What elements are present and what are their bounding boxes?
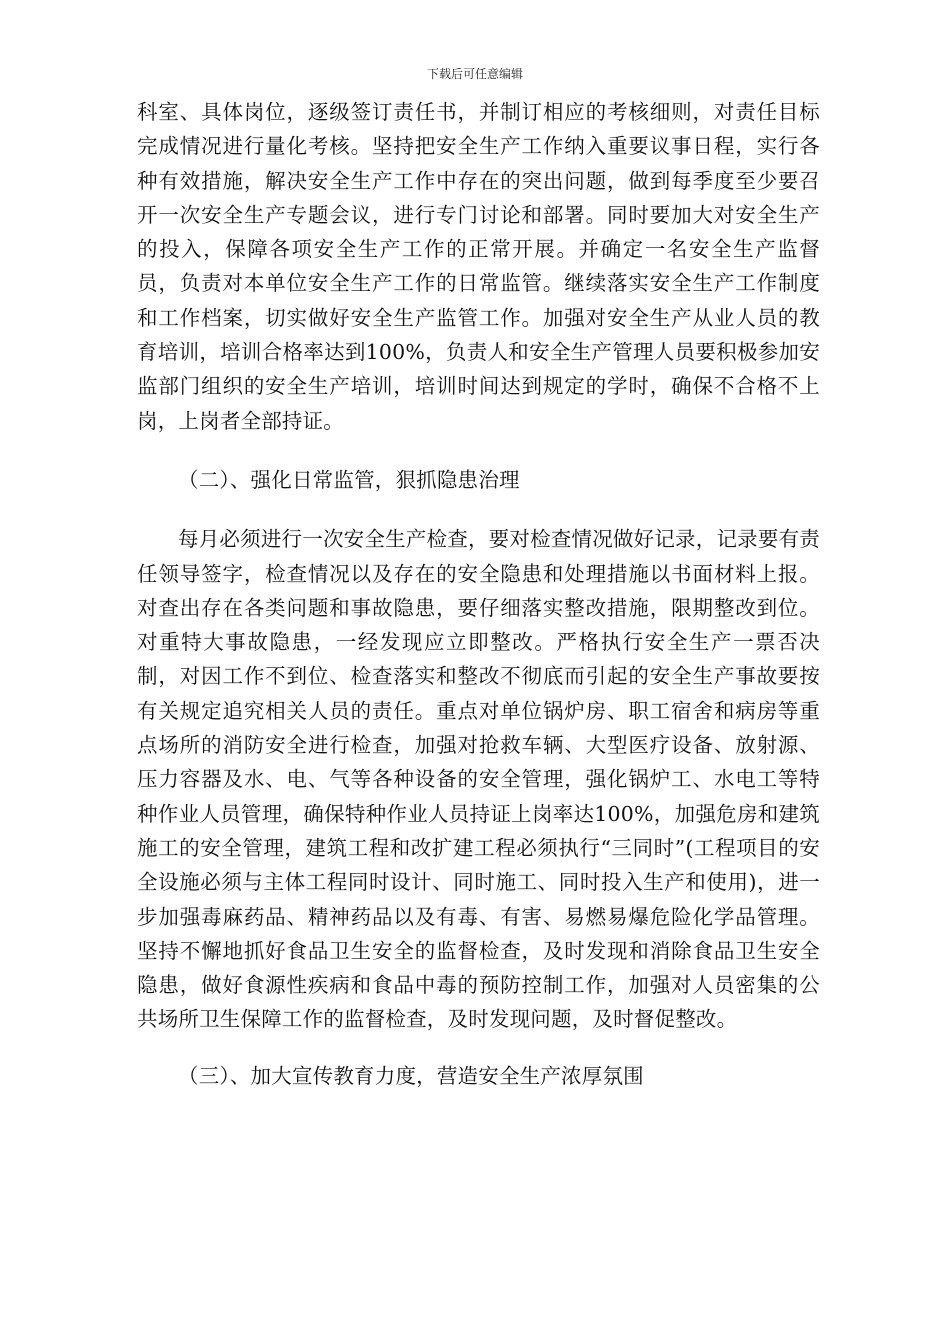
paragraph-supervision: 每月必须进行一次安全生产检查，要对检查情况做好记录，记录要有责任领导签字，检查情况以及存在的安全隐患和处理措施以书面材料上报。对查出存在各类问题和事故隐患，要仔细落实整改措施，限期整改到位。对重特大事故隐患，一经发现应立即整改。严格执行安全生产一票否决制，对因工作不到位、检查落实和整改不彻底而引起的安全生产事故要按有关规定追究相关人员的责任。重点对单位锅炉房、职工宿舍和病房等重点场所的消防安全进行检查，加强对抢救车辆、大型医疗设备、放射源、压力容器及水、电、气等各种设备的安全管理，强化锅炉工、水电工等特种作业人员管理，确保特种作业人员持证上岗率达100%，加强危房和建筑施工的安全管理，建筑工程和改扩建工程必须执行“三同时”(工程项目的安全设施必须与主体工程同时设计、同时施工、同时投入生产和使用)，进一步加强毒麻药品、精神药品以及有毒、有害、易燃易爆危险化学品管理。坚持不懈地抓好食品卫生安全的监督检查，及时发现和消除食品卫生安全隐患，做好食源性疾病和食品中毒的预防控制工作，加强对人员密集的公共场所卫生保障工作的监督检查，及时发现问题，及时督促整改。 bbox=[137, 527, 820, 1032]
spacer bbox=[137, 1037, 820, 1059]
spacer bbox=[137, 497, 820, 522]
spacer bbox=[137, 438, 820, 463]
paragraph-responsibility: 科室、具体岗位，逐级签订责任书，并制订相应的考核细则，对责任目标完成情况进行量化考核。坚持把安全生产工作纳入重要议事日程，实行各种有效措施，解决安全生产工作中存在的突出问题，做到每季度至少要召开一次安全生产专题会议，进行专门讨论和部署。同时要加大对安全生产的投入，保障各项安全生产工作的正常开展。并确定一名安全生产监督员，负责对本单位安全生产工作的日常监管。继续落实安全生产工作制度和工作档案，切实做好安全生产监管工作。加强对安全生产从业人员的教育培训，培训合格率达到100%，负责人和安全生产管理人员要积极参加安监部门组织的安全生产培训，培训时间达到规定的学时，确保不合格不上岗，上岗者全部持证。 bbox=[137, 100, 820, 433]
page-header: 下载后可任意编辑 bbox=[426, 67, 523, 81]
section-heading-3: （三）、加大宣传教育力度，营造安全生产浓厚氛围 bbox=[178, 1063, 644, 1088]
section-heading-2: （二）、强化日常监管，狠抓隐患治理 bbox=[178, 467, 520, 492]
document-body bbox=[137, 95, 820, 1093]
